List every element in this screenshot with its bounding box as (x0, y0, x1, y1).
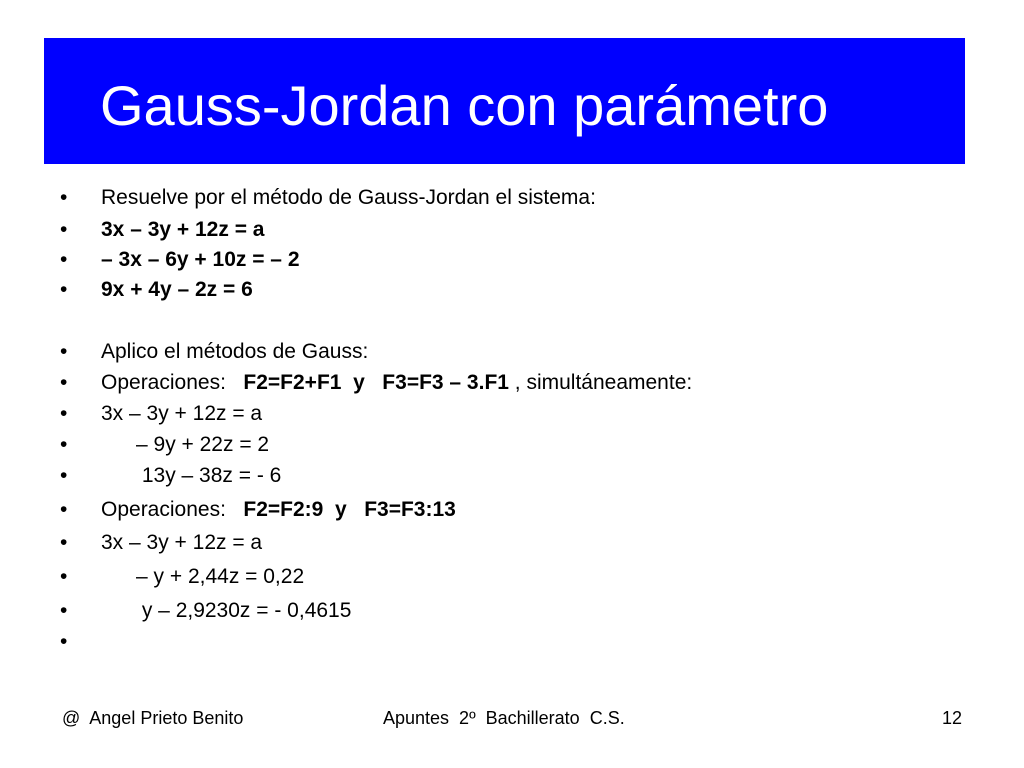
operations-formula: F2=F2:9 y F3=F3:13 (243, 498, 456, 521)
operations-suffix: , simultáneamente: (508, 371, 693, 394)
list-item (0, 430, 1000, 460)
bullet-icon: • (60, 371, 68, 394)
bullet-icon: • (60, 186, 68, 209)
operations-formula: F2=F2+F1 y F3=F3 – 3.F1 (243, 371, 509, 394)
equation-1: 3x – 3y + 12z = a (101, 218, 265, 241)
operations-line (101, 368, 692, 398)
list-item (0, 245, 1000, 275)
bullet-icon: • (60, 402, 68, 425)
bullet-icon: • (60, 340, 68, 363)
bullet-text: Resuelve por el método de Gauss-Jordan el sistema: (101, 186, 596, 209)
list-item (0, 627, 1000, 657)
list-item (0, 337, 1000, 367)
operations-line (101, 495, 456, 525)
list-item (0, 215, 1000, 245)
bullet-icon: • (60, 565, 68, 588)
footer-author: @ Angel Prieto Benito (62, 708, 244, 728)
bullet-icon: • (60, 531, 68, 554)
bullet-icon: • (60, 599, 68, 622)
bullet-icon: • (60, 630, 68, 653)
operations-label: Operaciones: (101, 371, 244, 394)
bullet-icon: • (60, 433, 68, 456)
equation-3: 9x + 4y – 2z = 6 (101, 278, 253, 301)
footer-course: Apuntes 2º Bachillerato C.S. (383, 708, 625, 728)
bullet-icon: • (60, 464, 68, 487)
equation-2: – 3x – 6y + 10z = – 2 (101, 248, 300, 271)
slide-title: Gauss-Jordan con parámetro (100, 74, 829, 137)
equation-line: 3x – 3y + 12z = a (101, 402, 263, 425)
list-item (0, 596, 1000, 626)
list-item (0, 183, 1000, 213)
bullet-text: Aplico el métodos de Gauss: (101, 340, 369, 363)
bullet-icon: • (60, 218, 68, 241)
page-number: 12 (942, 708, 963, 728)
list-item (0, 399, 1000, 429)
equation-line: – y + 2,44z = 0,22 (101, 565, 305, 588)
bullet-icon: • (60, 498, 68, 521)
bullet-icon: • (60, 248, 68, 271)
equation-line: y – 2,9230z = - 0,4615 (101, 599, 352, 622)
operations-label: Operaciones: (101, 498, 244, 521)
list-item (0, 528, 1000, 558)
bullet-icon: • (60, 278, 68, 301)
list-item (0, 562, 1000, 592)
list-item (0, 368, 1000, 398)
list-item (0, 275, 1000, 305)
list-item (0, 495, 1000, 525)
list-item (0, 461, 1000, 491)
equation-line: 3x – 3y + 12z = a (101, 531, 263, 554)
equation-line: 13y – 38z = - 6 (101, 464, 282, 487)
equation-line: – 9y + 22z = 2 (101, 433, 270, 456)
